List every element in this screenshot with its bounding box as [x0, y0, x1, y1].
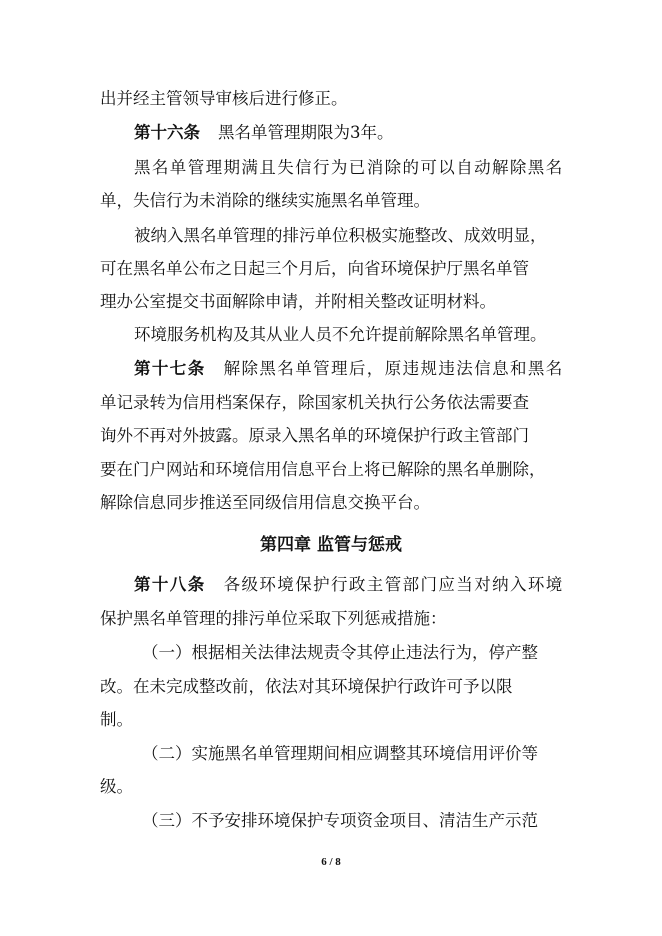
article-18-heading: 第十八条: [134, 575, 206, 594]
article-16-heading: 第十六条: [134, 123, 200, 142]
text-line: 级。: [100, 777, 133, 796]
text-line: 可在黑名单公布之日起三个月后，向省环境保护厅黑名单管: [100, 259, 529, 278]
text-line: 出并经主管领导审核后进行修正。: [100, 89, 348, 108]
article-17-text: 解除黑名单管理后，原违规违法信息和黑名: [223, 359, 564, 378]
article-16-line: [134, 122, 394, 144]
text-line: 要在门户网站和环境信用信息平台上将已解除的黑名单删除，: [100, 460, 546, 479]
text-line: 被纳入黑名单管理的排污单位积极实施整改、成效明显，: [134, 226, 547, 245]
text-line: 保护黑名单管理的排污单位采取下列惩戒措施：: [100, 609, 447, 628]
article-18-text: 各级环境保护行政主管部门应当对纳入环境: [223, 575, 564, 594]
text-line: 单记录转为信用档案保存，除国家机关执行公务依法需要查: [100, 393, 529, 412]
chapter-title: 第四章 监管与惩戒: [260, 535, 402, 555]
text-line: 改。在未完成整改前，依法对其环境保护行政许可予以限: [100, 677, 513, 696]
text-line: 询外不再对外披露。原录入黑名单的环境保护行政主管部门: [100, 426, 529, 445]
article-16-text: 黑名单管理期限为3年。: [218, 123, 394, 142]
page-number: 6 / 8: [321, 856, 341, 868]
list-item-3: （三）不予安排环境保护专项资金项目、清洁生产示范: [142, 811, 538, 830]
article-18-line: [134, 574, 564, 596]
text-line: 单，失信行为未消除的继续实施黑名单管理。: [100, 191, 430, 210]
article-17-heading: 第十七条: [134, 359, 206, 378]
text-line: 环境服务机构及其从业人员不允许提前解除黑名单管理。: [134, 325, 547, 344]
text-line: 理办公室提交书面解除申请，并附相关整改证明材料。: [100, 292, 496, 311]
text-line: 制。: [100, 710, 133, 729]
list-item-2: （二）实施黑名单管理期间相应调整其环境信用评价等: [142, 744, 538, 763]
article-17-line: [134, 358, 564, 380]
text-line: 解除信息同步推送至同级信用信息交换平台。: [100, 493, 430, 512]
list-item-1: （一）根据相关法律法规责令其停止违法行为，停产整: [142, 643, 538, 662]
text-line: 黑名单管理期满且失信行为已消除的可以自动解除黑名: [134, 158, 564, 177]
